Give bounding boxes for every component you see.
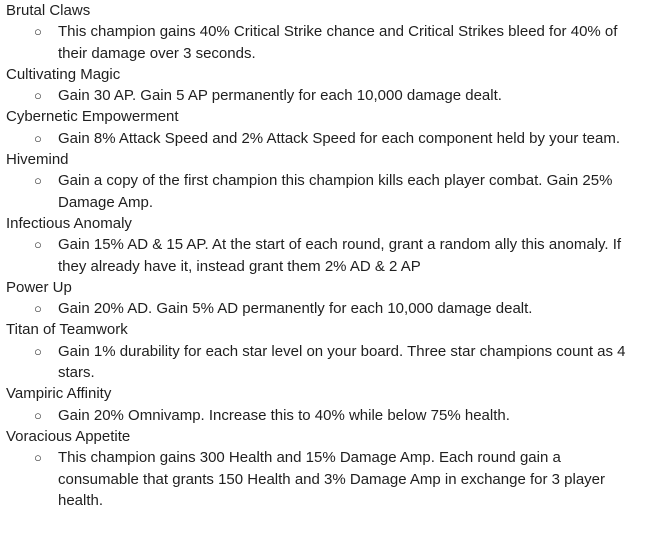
entry [6, 383, 647, 426]
bullet-list [6, 21, 647, 64]
list-item [34, 21, 635, 64]
entry-title: Cultivating Magic [6, 65, 121, 83]
bullet-list [6, 405, 647, 426]
list-item [34, 85, 635, 106]
entry [6, 277, 647, 320]
entry [6, 106, 647, 149]
hollow-circle-bullet-icon: ○ [34, 301, 42, 317]
bullet-list [6, 298, 647, 319]
entry [6, 64, 647, 107]
entry-title: Brutal Claws [6, 2, 91, 19]
entry-title: Titan of Teamwork [6, 321, 128, 339]
entry-description: Gain 30 AP. Gain 5 AP permanently for each 10,000 damage dealt. [58, 87, 502, 105]
bullet-list [6, 85, 647, 106]
hollow-circle-bullet-icon: ○ [34, 88, 42, 104]
entry [6, 426, 647, 511]
list-item [34, 170, 635, 213]
hollow-circle-bullet-icon: ○ [34, 343, 42, 359]
entry [6, 319, 647, 383]
hollow-circle-bullet-icon: ○ [34, 173, 42, 189]
bullet-list [6, 234, 647, 277]
entry-title: Infectious Anomaly [6, 214, 132, 232]
hollow-circle-bullet-icon: ○ [34, 130, 42, 146]
hollow-circle-bullet-icon: ○ [34, 24, 42, 40]
entry [6, 149, 647, 213]
entry [6, 213, 647, 277]
entry-description: This champion gains 40% Critical Strike chance and Critical Strikes bleed for 40% of their damage over 3 seconds. [58, 23, 618, 62]
list-item [34, 405, 635, 426]
entry-description: Gain 20% Omnivamp. Increase this to 40% while below 75% health. [58, 406, 510, 424]
entry-title: Voracious Appetite [6, 427, 131, 445]
entry-title: Power Up [6, 278, 72, 296]
list-item [34, 341, 635, 384]
bullet-list [6, 128, 647, 149]
bullet-list [6, 170, 647, 213]
hollow-circle-bullet-icon: ○ [34, 237, 42, 253]
entry-description: Gain 8% Attack Speed and 2% Attack Speed for each component held by your team. [58, 129, 621, 147]
hollow-circle-bullet-icon: ○ [34, 407, 42, 423]
list-item [34, 298, 635, 319]
entry-description: Gain a copy of the first champion this champion kills each player combat. Gain 25% Damage Amp. [58, 172, 613, 211]
entry-title: Cybernetic Empowerment [6, 108, 179, 126]
entry [6, 0, 647, 64]
entry-description: Gain 15% AD & 15 AP. At the start of each round, grant a random ally this anomaly. If they already have it, instead grant them 2% AD & 2 AP [58, 236, 622, 275]
hollow-circle-bullet-icon: ○ [34, 450, 42, 466]
entry-description: Gain 20% AD. Gain 5% AD permanently for each 10,000 damage dealt. [58, 300, 533, 318]
bullet-list [6, 341, 647, 384]
list-item [34, 234, 635, 277]
entry-description: This champion gains 300 Health and 15% Damage Amp. Each round gain a consumable that grants 150 Health and 3% Damage Amp in exchange for 3 player health. [58, 449, 606, 509]
list-item [34, 128, 635, 149]
bullet-list [6, 447, 647, 511]
entry-title: Vampiric Affinity [6, 385, 112, 403]
list-item [34, 447, 635, 511]
entry-description: Gain 1% durability for each star level on your board. Three star champions count as 4 stars. [58, 342, 626, 382]
entry-title: Hivemind [6, 151, 69, 169]
